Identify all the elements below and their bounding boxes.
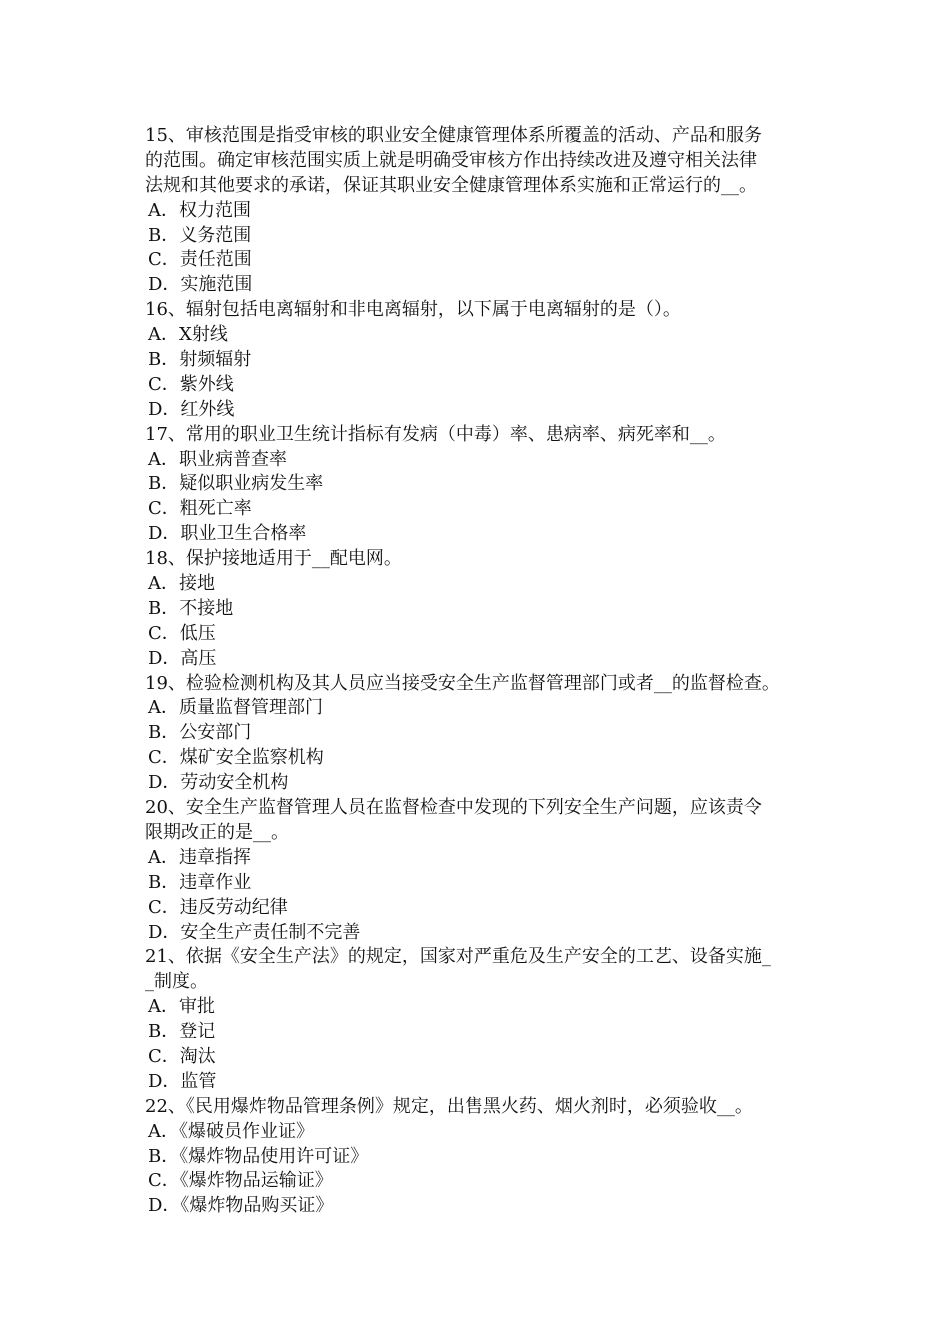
- option-a: A．违章指挥: [148, 846, 251, 868]
- question-19: [145, 672, 810, 796]
- question-text-line: 20、安全生产监督管理人员在监督检查中发现的下列安全生产问题，应该责令: [145, 797, 762, 819]
- question-text-line: 的范围。确定审核范围实质上就是明确受审核方作出持续改进及遵守相关法律: [145, 149, 757, 171]
- option-d: D．劳动安全机构: [148, 772, 289, 794]
- question-18: [145, 547, 810, 671]
- option-d: D．《爆炸物品购买证》: [148, 1195, 334, 1217]
- question-17: [145, 423, 810, 547]
- option-c: C．违反劳动纪律: [148, 896, 288, 918]
- option-a: A．质量监督管理部门: [148, 697, 323, 719]
- question-text-line: 17、常用的职业卫生统计指标有发病（中毒）率、患病率、病死率和__。: [145, 423, 726, 445]
- option-c: C．淘汰: [148, 1045, 216, 1067]
- option-a: A．权力范围: [148, 199, 251, 221]
- option-b: B．登记: [148, 1021, 216, 1043]
- question-text-line: 限期改正的是__。: [145, 821, 289, 843]
- question-16: [145, 298, 810, 422]
- question-text-line: _制度。: [145, 971, 208, 993]
- option-b: B．公安部门: [148, 722, 252, 744]
- option-c: C．粗死亡率: [148, 498, 252, 520]
- option-c: C．煤矿安全监察机构: [148, 747, 324, 769]
- question-text-line: 21、依据《安全生产法》的规定，国家对严重危及生产安全的工艺、设备实施_: [145, 946, 771, 968]
- option-d: D．安全生产责任制不完善: [148, 921, 361, 943]
- option-d: D．红外线: [148, 398, 235, 420]
- question-text-line: 16、辐射包括电离辐射和非电离辐射，以下属于电离辐射的是（）。: [145, 299, 681, 321]
- option-b: B．《爆炸物品使用许可证》: [148, 1145, 369, 1167]
- option-d: D．实施范围: [148, 274, 253, 296]
- question-text-line: 15、审核范围是指受审核的职业安全健康管理体系所覆盖的活动、产品和服务: [145, 125, 762, 146]
- option-a: A．审批: [148, 996, 215, 1018]
- option-b: B．义务范围: [148, 224, 252, 246]
- question-21: [145, 945, 810, 1094]
- question-text-line: 法规和其他要求的承诺，保证其职业安全健康管理体系实施和正常运行的__。: [145, 174, 757, 196]
- option-b: B．射频辐射: [148, 349, 252, 371]
- document-page: [145, 124, 810, 1219]
- option-d: D．职业卫生合格率: [148, 523, 307, 545]
- question-text-line: 19、检验检测机构及其人员应当接受安全生产监督管理部门或者__的监督检查。: [145, 672, 780, 694]
- question-20: [145, 796, 810, 945]
- question-text-line: 18、保护接地适用于__配电网。: [145, 548, 402, 570]
- question-15: [145, 124, 810, 298]
- option-a: A．《爆破员作业证》: [148, 1120, 314, 1142]
- option-c: C．低压: [148, 622, 216, 644]
- option-a: A．X射线: [148, 324, 228, 346]
- option-c: C．紫外线: [148, 373, 234, 395]
- option-c: C．责任范围: [148, 249, 252, 271]
- option-b: B．疑似职业病发生率: [148, 473, 324, 495]
- question-22: [145, 1095, 810, 1219]
- option-c: C．《爆炸物品运输证》: [148, 1170, 333, 1192]
- question-text-line: 22、《民用爆炸物品管理条例》规定，出售黑火药、烟火剂时，必须验收__。: [145, 1095, 753, 1117]
- option-a: A．职业病普查率: [148, 448, 287, 470]
- option-a: A．接地: [148, 573, 215, 595]
- option-b: B．不接地: [148, 597, 234, 619]
- option-b: B．违章作业: [148, 871, 252, 893]
- option-d: D．高压: [148, 647, 217, 669]
- option-d: D．监管: [148, 1070, 217, 1092]
